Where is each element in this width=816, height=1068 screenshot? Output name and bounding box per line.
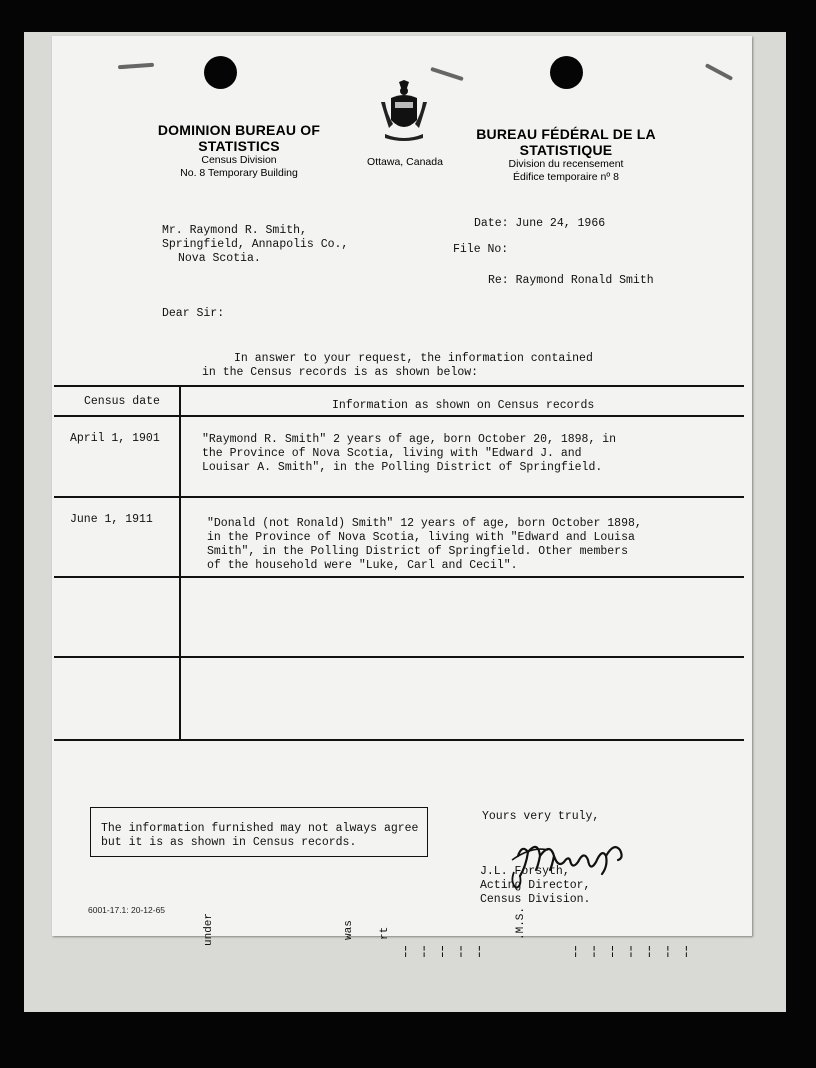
header-en-building: No. 8 Temporary Building (180, 167, 298, 179)
intro-line: in the Census records is as shown below: (202, 366, 479, 379)
table-top-rule (54, 385, 744, 387)
row-census-info (207, 517, 642, 573)
row-census-date: April 1, 1901 (70, 432, 160, 445)
header-french (450, 126, 682, 184)
strip-word: was (343, 920, 355, 940)
signatory-name: J.L. Forsyth, (480, 865, 570, 878)
signatory-block (480, 865, 590, 907)
punch-hole-left (204, 56, 237, 89)
form-code: 6001-17.1: 20-12-65 (88, 905, 166, 915)
row-census-info (202, 433, 616, 475)
coat-of-arms-icon (377, 80, 431, 144)
letter-date: Date: June 24, 1966 (474, 217, 606, 230)
info-line: "Raymond R. Smith" 2 years of age, born October 20, 1898, in (202, 433, 617, 446)
valediction: Yours very truly, (482, 810, 600, 823)
punch-hole-right (550, 56, 583, 89)
census-letter-page (52, 36, 752, 936)
recipient-line: Nova Scotia. (178, 252, 261, 265)
re-subject: Re: Raymond Ronald Smith (488, 274, 654, 287)
file-number: File No: (453, 243, 509, 256)
info-line: Louisar A. Smith", in the Polling District of Springfield. (202, 461, 603, 474)
table-column-rule (179, 385, 181, 740)
table-row-rule (54, 496, 744, 498)
intro-paragraph (202, 352, 593, 380)
salutation: Dear Sir: (162, 307, 225, 320)
strip-dashes: ¦ ¦ ¦ ¦ ¦ (402, 944, 486, 958)
info-line: of the household were "Luke, Carl and Cecil". (207, 559, 518, 572)
notice-box (90, 807, 428, 857)
row-census-date: June 1, 1911 (70, 513, 153, 526)
info-line: Smith", in the Polling District of Springfield. Other members (207, 545, 628, 558)
table-header-info: Information as shown on Census records (332, 399, 595, 412)
recipient-line: Springfield, Annapolis Co., (162, 238, 349, 251)
notice-line: The information furnished may not always agree (101, 822, 419, 835)
staple-left (118, 63, 154, 70)
table-row-rule (54, 576, 744, 578)
header-en-title: DOMINION BUREAU OF STATISTICS (157, 122, 321, 154)
staple-center (430, 67, 464, 81)
table-bottom-rule (54, 739, 744, 741)
header-fr-division: Division du recensement (508, 158, 624, 170)
staple-right (705, 63, 733, 81)
recipient-address (162, 224, 348, 266)
signatory-division: Census Division. (480, 893, 591, 906)
table-row-rule (54, 656, 744, 658)
table-header-date: Census date (84, 395, 160, 408)
header-fr-title: BUREAU FÉDÉRAL DE LA STATISTIQUE (476, 126, 656, 158)
header-city-text: Ottawa, Canada (367, 156, 443, 168)
strip-word: under (203, 912, 215, 946)
strip-dashes: ¦ ¦ ¦ ¦ ¦ ¦ ¦ (572, 944, 692, 958)
info-line: the Province of Nova Scotia, living with "Edward J. and (202, 447, 582, 460)
intro-line: In answer to your request, the information contained (234, 352, 593, 365)
recipient-line: Mr. Raymond R. Smith, (162, 224, 307, 237)
notice-line: but it is as shown in Census records. (101, 836, 357, 849)
signatory-title: Acting Director, (480, 879, 591, 892)
header-english (124, 122, 354, 180)
header-en-division: Census Division (201, 154, 277, 166)
info-line: in the Province of Nova Scotia, living with "Edward and Louisa (207, 531, 635, 544)
table-header-rule (54, 415, 744, 417)
strip-word: .M.S. (515, 906, 527, 940)
info-line: "Donald (not Ronald) Smith" 12 years of age, born October 1898, (207, 517, 642, 530)
notice-text (101, 822, 418, 850)
header-city (350, 156, 460, 169)
header-fr-building: Édifice temporaire nº 8 (513, 171, 619, 183)
strip-word: rt (379, 926, 391, 940)
